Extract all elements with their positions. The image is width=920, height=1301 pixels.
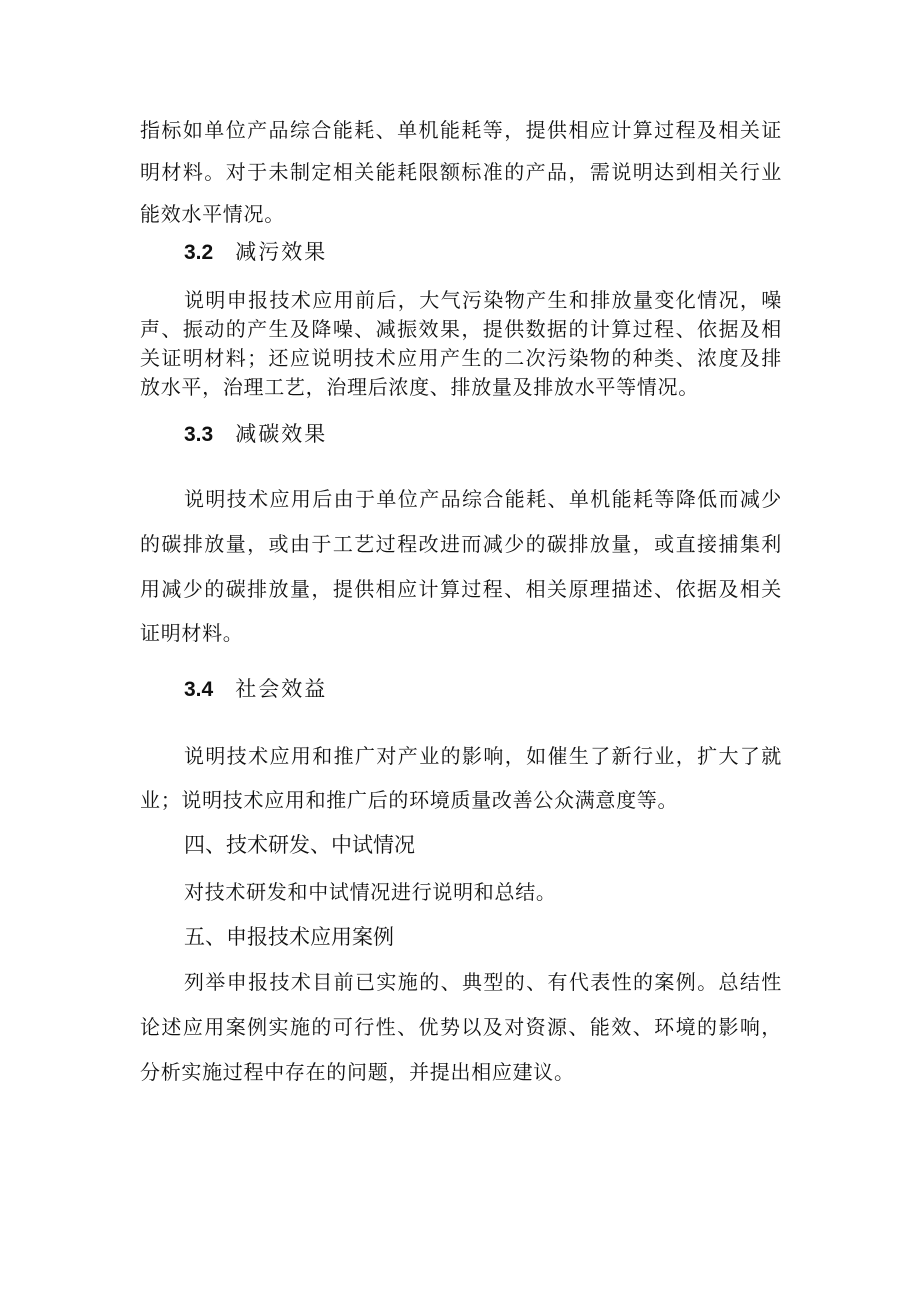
section-5-title: 五、申报技术应用案例 bbox=[184, 925, 394, 949]
intro-line-1: 指标如单位产品综合能耗、单机能耗等，提供相应计算过程及相关证 bbox=[140, 118, 782, 142]
s4-line-1: 对技术研发和中试情况进行说明和总结。 bbox=[184, 880, 557, 904]
heading-3-2-number: 3.2 bbox=[184, 241, 214, 264]
heading-3-3-number: 3.3 bbox=[184, 423, 214, 446]
heading-3-4-title: 社会效益 bbox=[235, 677, 328, 701]
heading-3-4 bbox=[184, 674, 327, 705]
heading-3-3 bbox=[184, 419, 327, 450]
s5-line-1: 列举申报技术目前已实施的、典型的、有代表性的案例。总结性 bbox=[184, 970, 782, 994]
s3-4-line-1: 说明技术应用和推广对产业的影响，如催生了新行业，扩大了就 bbox=[184, 744, 782, 768]
s3-2-line-4: 放水平，治理工艺，治理后浓度、排放量及排放水平等情况。 bbox=[140, 375, 699, 399]
s3-2-line-1: 说明申报技术应用前后，大气污染物产生和排放量变化情况，噪 bbox=[184, 288, 782, 312]
s5-line-3: 分析实施过程中存在的问题，并提出相应建议。 bbox=[140, 1060, 575, 1084]
heading-3-3-title: 减碳效果 bbox=[235, 422, 328, 446]
s3-3-line-2: 的碳排放量，或由于工艺过程改进而减少的碳排放量，或直接捕集利 bbox=[140, 532, 782, 556]
s5-line-2: 论述应用案例实施的可行性、优势以及对资源、能效、环境的影响， bbox=[140, 1015, 782, 1039]
section-4-title: 四、技术研发、中试情况 bbox=[184, 833, 415, 857]
intro-line-2: 明材料。对于未制定相关能耗限额标准的产品，需说明达到相关行业 bbox=[140, 160, 782, 184]
heading-3-4-number: 3.4 bbox=[184, 678, 214, 701]
s3-2-line-2: 声、振动的产生及降噪、减振效果，提供数据的计算过程、依据及相 bbox=[140, 317, 782, 341]
s3-4-line-2: 业；说明技术应用和推广后的环境质量改善公众满意度等。 bbox=[140, 788, 679, 812]
s3-3-line-4: 证明材料。 bbox=[140, 621, 244, 645]
heading-3-2 bbox=[184, 237, 327, 268]
intro-line-3: 能效水平情况。 bbox=[140, 202, 285, 226]
s3-2-line-3: 关证明材料；还应说明技术应用产生的二次污染物的种类、浓度及排 bbox=[140, 346, 782, 370]
heading-3-2-title: 减污效果 bbox=[235, 240, 328, 264]
s3-3-line-1: 说明技术应用后由于单位产品综合能耗、单机能耗等降低而减少 bbox=[184, 487, 782, 511]
s3-3-line-3: 用减少的碳排放量，提供相应计算过程、相关原理描述、依据及相关 bbox=[140, 577, 782, 601]
